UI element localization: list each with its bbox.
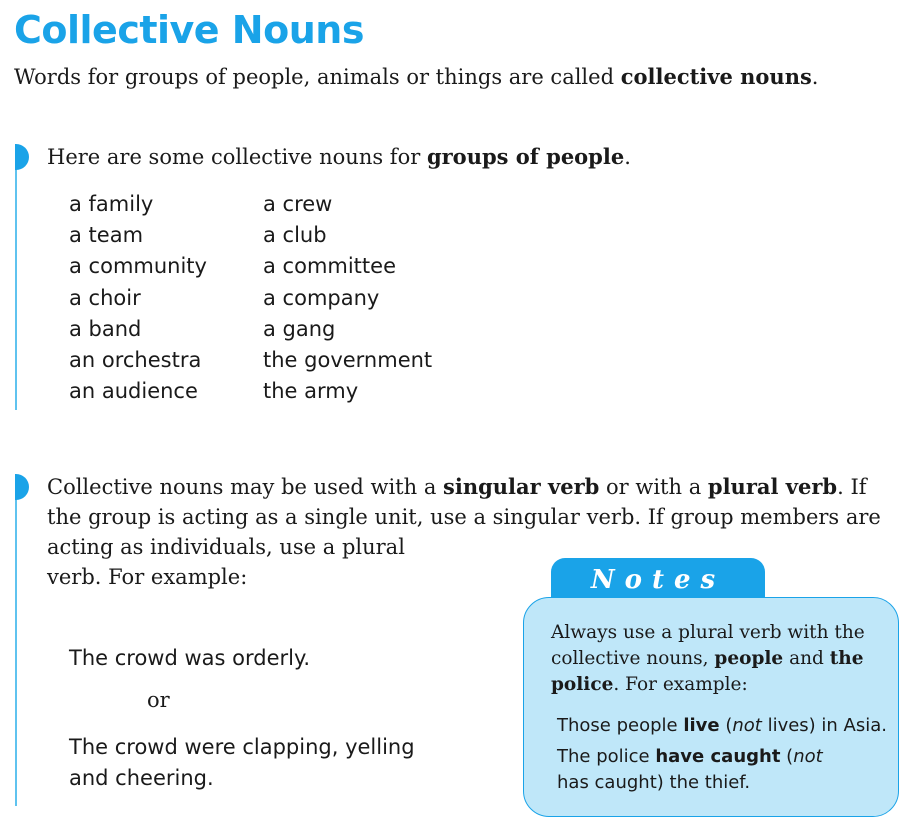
section-2-marker <box>15 474 29 500</box>
collective-nouns-list-right <box>263 189 432 407</box>
example-plural-line-1: The crowd were clapping, yelling <box>69 735 415 759</box>
list-item: an orchestra <box>69 347 202 372</box>
text-run: or with a <box>599 475 708 499</box>
or-text: or <box>147 688 170 712</box>
section-1-intro <box>47 142 631 172</box>
text-run: . For example: <box>613 674 748 695</box>
live-bold: live <box>683 715 720 736</box>
text-run: ( <box>719 715 733 736</box>
section-2-line-1 <box>47 472 881 502</box>
text-run: lives) in Asia. <box>761 715 887 736</box>
section-1-rule <box>15 146 17 410</box>
intro-end: . <box>811 65 819 89</box>
list-item: a family <box>69 192 154 216</box>
list-item: a crew <box>263 192 333 216</box>
section-1-plain: Here are some collective nouns for <box>47 145 427 169</box>
text-run: Always use a plural verb with the collective nouns, <box>551 622 865 669</box>
list-item: a band <box>69 316 142 341</box>
collective-nouns-list-left <box>69 189 207 407</box>
section-2-rule <box>15 476 17 806</box>
page-title: Collective Nouns <box>14 8 364 52</box>
text-run: The police <box>557 746 656 767</box>
list-item: the government <box>263 347 433 372</box>
plural-verb-bold: plural verb <box>707 474 838 499</box>
list-item: a company <box>263 285 380 310</box>
section-1-bold: groups of people <box>426 144 625 169</box>
section-2-line-3: acting as individuals, use a plural <box>47 535 405 559</box>
not-italic: not <box>793 746 823 767</box>
text-run: . If <box>837 475 867 499</box>
notes-tab: Notes <box>551 558 765 602</box>
list-item: the army <box>263 379 359 404</box>
notes-example-1 <box>557 713 887 739</box>
list-item: a community <box>69 254 207 279</box>
example-singular: The crowd was orderly. <box>69 646 311 670</box>
singular-verb-bold: singular verb <box>443 474 600 499</box>
have-caught-bold: have caught <box>655 746 781 767</box>
intro-bold: collective nouns <box>620 64 812 89</box>
list-item: an audience <box>69 379 198 404</box>
section-1-marker <box>15 144 29 170</box>
section-2-line-2: the group is acting as a single unit, use a singular verb. If group members are <box>47 505 881 529</box>
text-run: ( <box>780 746 794 767</box>
example-plural-line-2: and cheering. <box>69 766 214 790</box>
the-police-bold: the police <box>551 648 864 695</box>
list-item: a committee <box>263 254 396 279</box>
section-2-line-4: verb. For example: <box>47 565 248 589</box>
text-run: has caught) the thief. <box>557 772 751 793</box>
section-1-end: . <box>624 145 631 169</box>
text-run: and <box>783 648 830 669</box>
list-item: a gang <box>263 316 336 341</box>
notes-example-2 <box>557 744 857 796</box>
notes-text <box>551 620 881 698</box>
text-run: Those people <box>557 715 684 736</box>
people-bold: people <box>714 648 784 669</box>
example-plural <box>69 732 415 794</box>
list-item: a choir <box>69 285 141 310</box>
intro-plain: Words for groups of people, animals or things are called <box>14 65 621 89</box>
list-item: a team <box>69 223 144 248</box>
intro-text <box>14 64 818 89</box>
text-run: Collective nouns may be used with a <box>47 475 444 499</box>
not-italic: not <box>732 715 762 736</box>
list-item: a club <box>263 223 327 248</box>
